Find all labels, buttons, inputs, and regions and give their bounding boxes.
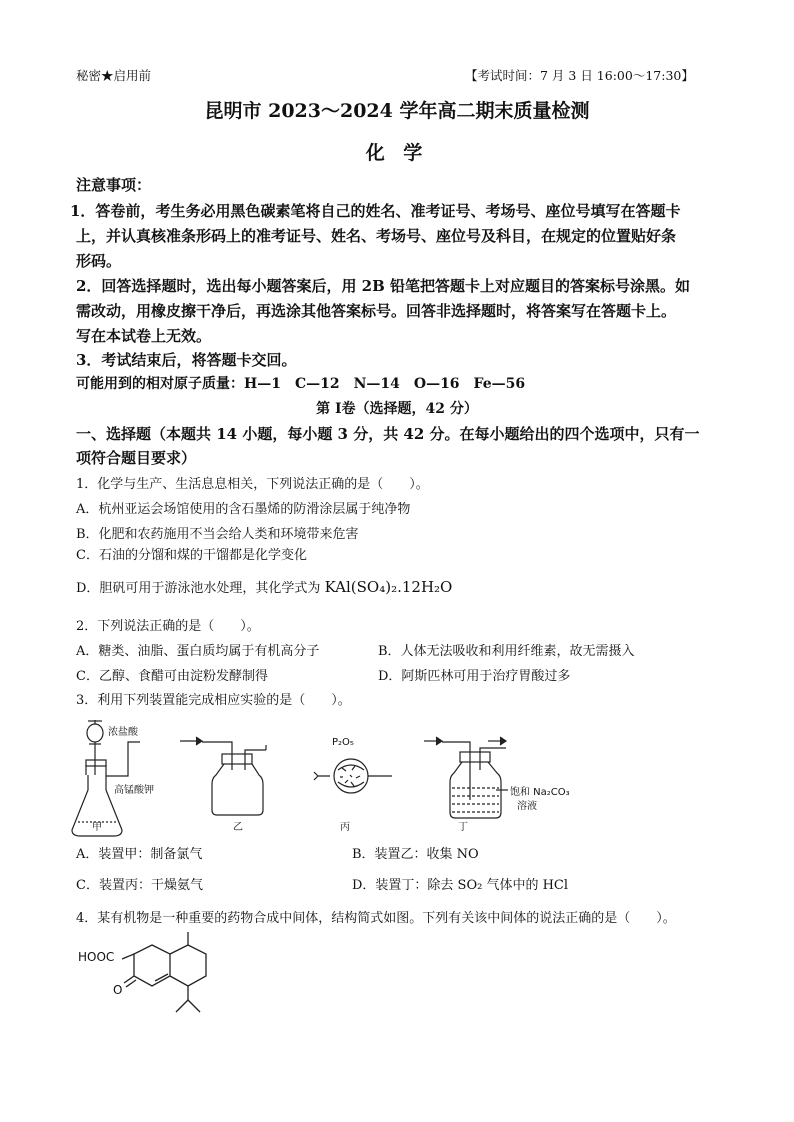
note-2-line-1: 2．回答选择题时，选出每小题答案后，用 2B 铅笔把答题卡上对应题目的答案标号涂黑。如 (76, 277, 691, 295)
q1-stem: 1．化学与生产、生活息息相关，下列说法正确的是（ ）。 (76, 477, 429, 492)
q3-option-c: C．装置丙：干燥氨气 (76, 878, 203, 893)
q2-option-a: A．糖类、油脂、蛋白质均属于有机高分子 (76, 644, 320, 659)
section-intro-line-2: 项符合题目要求） (76, 449, 197, 467)
q1-option-a: A．杭州亚运会场馆使用的含石墨烯的防滑涂层属于纯净物 (76, 502, 411, 517)
q3-option-d: D．装置丁：除去 SO₂ 气体中的 HCl (352, 878, 569, 893)
page-title: 昆明市 2023～2024 学年高二期末质量检测 (204, 100, 590, 122)
q1-option-c: C．石油的分馏和煤的干馏都是化学变化 (76, 548, 307, 563)
q1-option-d-formula: KAl(SO₄)₂.12H₂O (324, 578, 453, 596)
atomic-mass-line: 可能用到的相对原子质量：H—1 C—12 N—14 O—16 Fe—56 (76, 376, 526, 392)
q2-option-d: D．阿斯匹林可用于治疗胃酸过多 (378, 669, 571, 684)
q2-option-c: C．乙醇、食醋可由淀粉发酵制得 (76, 669, 268, 684)
q1-option-b: B．化肥和农药施用不当会给人类和环境带来危害 (76, 527, 359, 542)
q4-stem: 4．某有机物是一种重要的药物合成中间体，结构简式如图。下列有关该中间体的说法正确的是（ ）。 (76, 911, 676, 926)
label-yi: 乙 (233, 822, 243, 833)
label-hooc: HOOC (78, 950, 115, 964)
label-kmno4: 高锰酸钾 (114, 785, 154, 796)
label-ding: 丁 (458, 822, 468, 833)
note-1-line-3: 形码。 (76, 252, 122, 270)
label-conc-hcl: 浓盐酸 (108, 727, 138, 738)
subject-title: 化 学 (365, 142, 429, 164)
q3-stem: 3．利用下列装置能完成相应实验的是（ ）。 (76, 693, 351, 708)
label-p2o5: P₂O₅ (332, 737, 354, 748)
exam-time: 【考试时间：7 月 3 日 16:00～17:30】 (465, 68, 694, 83)
secret-label: 秘密★启用前 (76, 68, 152, 83)
label-solution: 溶液 (517, 801, 537, 812)
q3-option-a: A．装置甲：制备氯气 (76, 847, 203, 862)
q3-option-b: B．装置乙：收集 NO (352, 847, 479, 862)
note-2-line-3: 写在本试卷上无效。 (76, 327, 212, 345)
label-ketone-o: O (113, 983, 123, 997)
note-3: 3．考试结束后，将答题卡交回。 (76, 351, 297, 369)
notes-heading: 注意事项： (76, 176, 152, 194)
section-title: 第 Ⅰ卷（选择题，42 分） (316, 401, 478, 417)
q2-option-b: B．人体无法吸收和利用纤维素，故无需摄入 (378, 644, 635, 659)
label-na2co3: 饱和 Na₂CO₃ (510, 787, 570, 798)
section-intro-line-1: 一、选择题（本题共 14 小题，每小题 3 分，共 42 分。在每小题给出的四个选项中，只有一 (76, 425, 700, 443)
note-2-line-2: 需改动，用橡皮擦干净后，再选涂其他答案标号。回答非选择题时，将答案写在答题卡上。 (76, 302, 677, 320)
q1-option-d-text: D．胆矾可用于游泳池水处理，其化学式为 (76, 581, 325, 596)
note-1-line-1: 1．答卷前，考生务必用黑色碳素笔将自己的姓名、准考证号、考场号、座位号填写在答题卡 (70, 202, 681, 220)
label-jia: 甲 (92, 822, 102, 833)
label-bing: 丙 (340, 822, 350, 833)
q2-stem: 2．下列说法正确的是（ ）。 (76, 619, 260, 634)
note-1-line-2: 上，并认真核准条形码上的准考证号、姓名、考场号、座位号及科目，在规定的位置贴好条 (76, 227, 677, 245)
